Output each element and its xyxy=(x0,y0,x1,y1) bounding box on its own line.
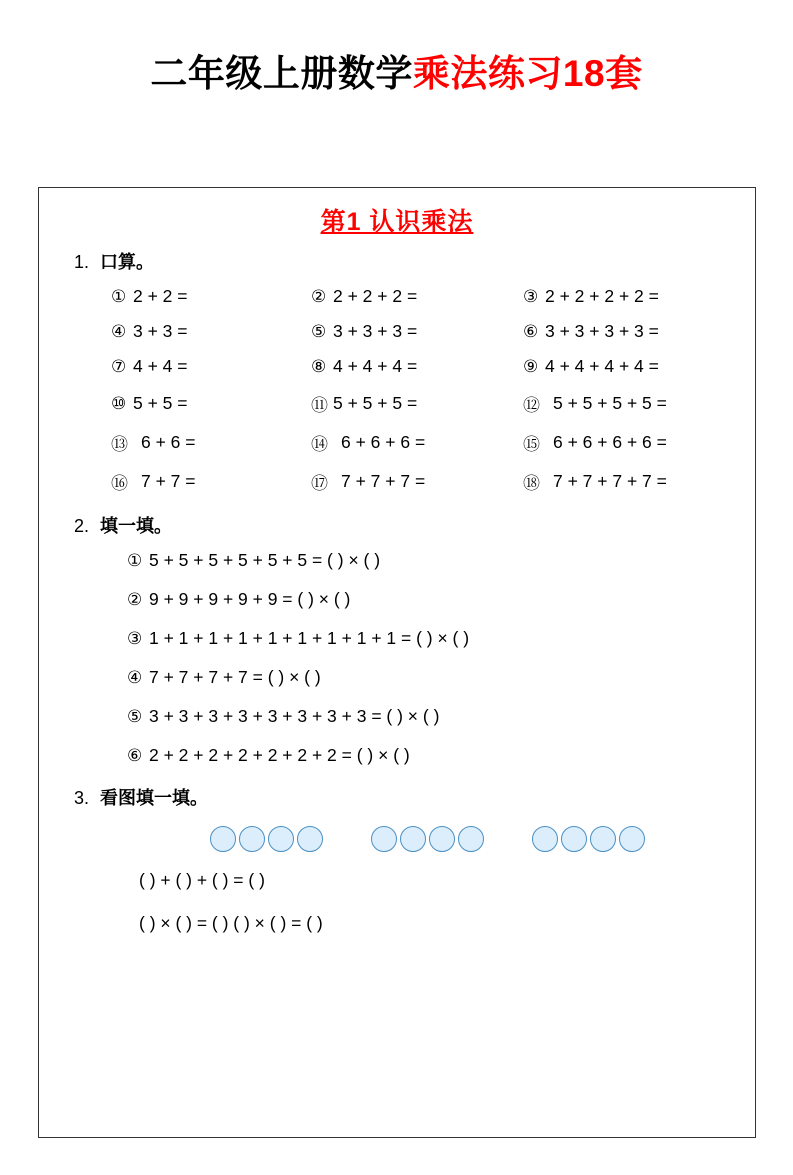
list-item xyxy=(111,286,311,307)
list-item xyxy=(127,745,755,766)
item-text: 5 + 5 + 5 + 5 + 5 + 5 = ( ) × ( ) xyxy=(149,550,381,570)
item-text: 5 + 5 = xyxy=(133,393,188,413)
list-item xyxy=(111,356,311,377)
page-title xyxy=(0,53,793,96)
question-1 xyxy=(39,248,755,494)
page-title-black: 二年级上册数学 xyxy=(150,53,413,94)
question-3-blanks xyxy=(69,870,755,934)
item-text: 7 + 7 = xyxy=(141,471,196,491)
item-marker: ③ xyxy=(127,628,143,648)
list-item xyxy=(127,589,755,610)
list-item xyxy=(311,321,523,342)
item-marker: ⑬ xyxy=(111,435,128,454)
item-text: 2 + 2 = xyxy=(133,286,188,306)
item-marker: ⑭ xyxy=(311,435,328,454)
item-marker: ⑩ xyxy=(111,393,127,413)
item-text: 3 + 3 = xyxy=(133,321,188,341)
list-item xyxy=(111,469,311,494)
worksheet-box xyxy=(38,187,756,1138)
list-item xyxy=(111,430,311,455)
item-marker: ② xyxy=(311,286,327,306)
item-marker: ① xyxy=(127,550,143,570)
item-text: 2 + 2 + 2 = xyxy=(333,286,418,306)
page-title-red: 乘法练习18套 xyxy=(412,53,643,94)
item-text: 9 + 9 + 9 + 9 + 9 = ( ) × ( ) xyxy=(149,589,351,609)
question-1-heading xyxy=(69,248,755,274)
question-3-number: 3. xyxy=(74,788,90,808)
item-text: 4 + 4 + 4 + 4 = xyxy=(545,356,659,376)
item-text: 6 + 6 = xyxy=(141,432,196,452)
circle-icon xyxy=(371,826,397,852)
item-text: 3 + 3 + 3 = xyxy=(333,321,418,341)
item-marker: ⑦ xyxy=(111,356,127,376)
item-text: 5 + 5 + 5 + 5 = xyxy=(553,393,667,413)
item-marker: ④ xyxy=(127,667,143,687)
item-marker: ⑪ xyxy=(311,396,328,415)
circle-icon xyxy=(619,826,645,852)
list-item xyxy=(127,706,755,727)
item-marker: ⑰ xyxy=(311,474,328,493)
circle-diagram xyxy=(69,826,755,852)
question-2 xyxy=(39,512,755,766)
list-item xyxy=(127,628,755,649)
item-marker: ⑫ xyxy=(523,396,540,415)
item-marker: ⑯ xyxy=(111,474,128,493)
item-text: 7 + 7 + 7 + 7 = ( ) × ( ) xyxy=(149,667,321,687)
circle-icon xyxy=(458,826,484,852)
worksheet-page xyxy=(0,53,793,1175)
list-item xyxy=(311,469,523,494)
item-marker: ④ xyxy=(111,321,127,341)
item-marker: ⑱ xyxy=(523,474,540,493)
question-1-number: 1. xyxy=(74,252,90,272)
item-marker: ⑮ xyxy=(523,435,540,454)
circle-icon xyxy=(532,826,558,852)
list-item xyxy=(523,356,755,377)
question-1-label: 口算。 xyxy=(100,252,154,272)
item-marker: ⑨ xyxy=(523,356,539,376)
list-item xyxy=(523,286,755,307)
item-marker: ② xyxy=(127,589,143,609)
circle-icon xyxy=(297,826,323,852)
list-item xyxy=(111,321,311,342)
item-marker: ① xyxy=(111,286,127,306)
section-title: 第1 认识乘法 xyxy=(320,208,474,236)
item-marker: ⑤ xyxy=(127,706,143,726)
list-item xyxy=(311,356,523,377)
list-item xyxy=(523,391,755,416)
item-text: 3 + 3 + 3 + 3 + 3 + 3 + 3 + 3 = ( ) × ( ) xyxy=(149,706,440,726)
list-item xyxy=(311,430,523,455)
item-text: 5 + 5 + 5 = xyxy=(333,393,418,413)
question-3 xyxy=(39,784,755,934)
question-1-items xyxy=(69,286,755,494)
question-2-label: 填一填。 xyxy=(100,516,172,536)
circle-icon xyxy=(561,826,587,852)
list-item xyxy=(111,391,311,416)
question-2-number: 2. xyxy=(74,516,90,536)
item-marker: ⑧ xyxy=(311,356,327,376)
item-marker: ⑥ xyxy=(127,745,143,765)
circle-group-2 xyxy=(371,826,484,852)
item-marker: ③ xyxy=(523,286,539,306)
item-text: 7 + 7 + 7 = xyxy=(341,471,426,491)
list-item xyxy=(127,550,755,571)
item-text: 4 + 4 = xyxy=(133,356,188,376)
circle-icon xyxy=(400,826,426,852)
circle-icon xyxy=(210,826,236,852)
item-text: 2 + 2 + 2 + 2 + 2 + 2 + 2 = ( ) × ( ) xyxy=(149,745,410,765)
item-text: 6 + 6 + 6 + 6 = xyxy=(553,432,667,452)
question-2-heading xyxy=(69,512,755,538)
circle-icon xyxy=(268,826,294,852)
item-text: 3 + 3 + 3 + 3 = xyxy=(545,321,659,341)
circle-group-3 xyxy=(532,826,645,852)
question-3-label: 看图填一填。 xyxy=(100,788,208,808)
question-2-items xyxy=(69,550,755,766)
item-marker: ⑤ xyxy=(311,321,327,341)
question-3-heading xyxy=(69,784,755,810)
list-item xyxy=(523,430,755,455)
item-text: 1 + 1 + 1 + 1 + 1 + 1 + 1 + 1 + 1 = ( ) × ( ) xyxy=(149,628,470,648)
list-item xyxy=(311,286,523,307)
item-text: 7 + 7 + 7 + 7 = xyxy=(553,471,667,491)
item-marker: ⑥ xyxy=(523,321,539,341)
item-text: 4 + 4 + 4 = xyxy=(333,356,418,376)
item-text: 2 + 2 + 2 + 2 = xyxy=(545,286,659,306)
circle-group-1 xyxy=(210,826,323,852)
circle-icon xyxy=(429,826,455,852)
list-item xyxy=(523,321,755,342)
item-text: 6 + 6 + 6 = xyxy=(341,432,426,452)
list-item xyxy=(523,469,755,494)
list-item xyxy=(127,667,755,688)
list-item xyxy=(311,391,523,416)
circle-icon xyxy=(590,826,616,852)
blank-row: ( ) + ( ) + ( ) = ( ) xyxy=(139,870,265,890)
circle-icon xyxy=(239,826,265,852)
blank-row: ( ) × ( ) = ( ) ( ) × ( ) = ( ) xyxy=(139,913,323,933)
